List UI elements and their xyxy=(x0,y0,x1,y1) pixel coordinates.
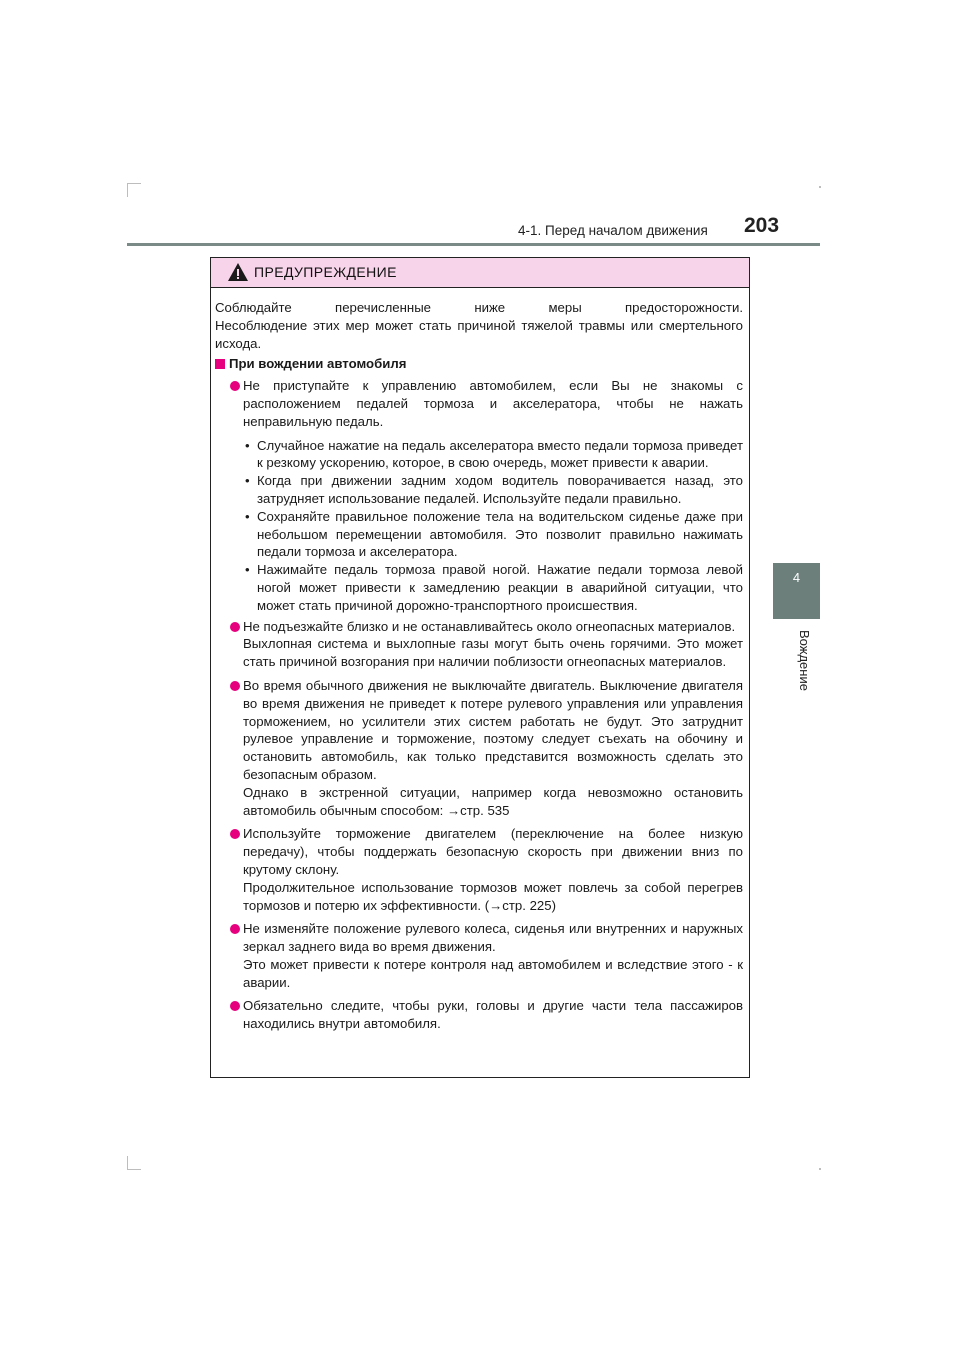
bullet-text: Не приступайте к управлению автомобилем, если Вы не знакомы с расположением педалей тормоза и акселератора, чтобы не нажать неправильную педаль. xyxy=(243,378,743,429)
warning-title: ПРЕДУПРЕЖДЕНИЕ xyxy=(254,264,397,280)
warning-bullet xyxy=(215,618,743,671)
crop-mark-top-left-h xyxy=(127,183,141,184)
bullet-text: Не подъезжайте близко и не останавливайтесь около огнеопасных материалов. xyxy=(243,618,736,634)
sub-item-marker: • xyxy=(245,562,250,578)
warning-content xyxy=(215,299,743,1033)
section-title: При вождении автомобиля xyxy=(229,356,407,372)
warning-bullet xyxy=(215,825,743,914)
sub-item-marker: • xyxy=(245,508,250,524)
sub-item xyxy=(215,561,743,614)
bullet-disc-icon xyxy=(230,924,240,934)
crop-mark-top-left-v xyxy=(127,183,128,197)
warning-bullet xyxy=(215,377,743,614)
bullet-note: Выхлопная система и выхлопные газы могут быть очень горячими. Это может стать причиной возгорания при наличии поблизости огнеопасных материалов. xyxy=(243,636,743,670)
sub-list xyxy=(243,437,743,615)
sub-item-text: Случайное нажатие на педаль акселератора вместо педали тормоза приведет к резкому ускорению, которое, в свою очередь, может привести к аварии. xyxy=(257,437,743,471)
header-section-title: 4-1. Перед началом движения xyxy=(518,223,708,238)
bullet-disc-icon xyxy=(230,829,240,839)
crop-mark-bottom-left-v xyxy=(127,1156,128,1170)
intro-line-2: Несоблюдение этих мер может стать причиной тяжелой травмы или смертельного исхода. xyxy=(215,317,743,351)
header-divider xyxy=(127,243,820,246)
warning-header xyxy=(211,258,749,288)
warning-triangle-icon xyxy=(227,262,249,282)
sub-item-marker: • xyxy=(245,437,250,453)
crop-mark-bottom-left-h xyxy=(127,1169,141,1170)
chapter-tab-number: 4 xyxy=(792,570,801,585)
bullet-text: Не изменяйте положение рулевого колеса, сиденья или внутренних и наружных зеркал заднего вида во время движения. xyxy=(243,921,743,955)
bullet-disc-icon xyxy=(230,1001,240,1011)
bullet-text: Обязательно следите, чтобы руки, головы и другие части тела пассажиров находились внутри автомобиля. xyxy=(243,998,743,1032)
bullet-text: Используйте торможение двигателем (переключение на более низкую передачу), чтобы поддержать безопасную скорость при движении вниз по крутому склону. xyxy=(243,826,743,877)
bullet-note: Продолжительное использование тормозов может повлечь за собой перегрев тормозов и потерю их эффективности. (→стр. 225) xyxy=(243,879,743,913)
bullet-disc-icon xyxy=(230,381,240,391)
sub-item xyxy=(215,472,743,508)
bullet-text: Во время обычного движения не выключайте двигатель. Выключение двигателя во время движения не приведет к потере рулевого управления или управления торможением, но усилители этих систем работать не будут. Это затруднит рулевое управление и торможение, поэтому следует съехать на обочину и остановить автомобиль, как только представится возможность сделать это безопасным образом. xyxy=(243,677,743,782)
chapter-tab-label: Вождение xyxy=(797,630,812,691)
sub-item xyxy=(215,437,743,473)
warning-bullet xyxy=(215,920,743,991)
warning-box xyxy=(210,257,750,1078)
bullet-disc-icon xyxy=(230,622,240,632)
crop-dot-top-right xyxy=(819,186,821,188)
bullet-note: Однако в экстренной ситуации, например когда невозможно остановить автомобиль обычным способом: →стр. 535 xyxy=(243,784,743,818)
sub-item-text: Нажимайте педаль тормоза правой ногой. Нажатие педали тормоза левой ногой может привести к замедлению реакции в аварийной ситуации, что может стать причиной дорожно-транспортного происшествия. xyxy=(257,562,743,613)
sub-item-text: Сохраняйте правильное положение тела на водительском сиденье даже при небольшом перемещении автомобиля. Это позволит правильно нажимать педали тормоза и акселератора. xyxy=(257,508,743,560)
bullet-note: Это может привести к потере контроля над автомобилем и вследствие этого - к аварии. xyxy=(243,956,743,990)
sub-item-text: Когда при движении задним ходом водитель поворачивается назад, это затрудняет использование педалей. Используйте педали правильно. xyxy=(257,473,743,506)
intro-line-1: Соблюдайте перечисленные ниже меры предосторожности. xyxy=(215,300,743,315)
section-heading xyxy=(215,355,743,373)
page-number: 203 xyxy=(744,214,780,237)
warning-bullet xyxy=(215,677,743,819)
crop-dot-bottom-right xyxy=(819,1168,821,1170)
warning-bullet xyxy=(215,997,743,1033)
bullet-disc-icon xyxy=(230,681,240,691)
sub-item xyxy=(215,508,743,561)
sub-item-marker: • xyxy=(245,473,250,489)
section-square-icon xyxy=(215,359,225,369)
